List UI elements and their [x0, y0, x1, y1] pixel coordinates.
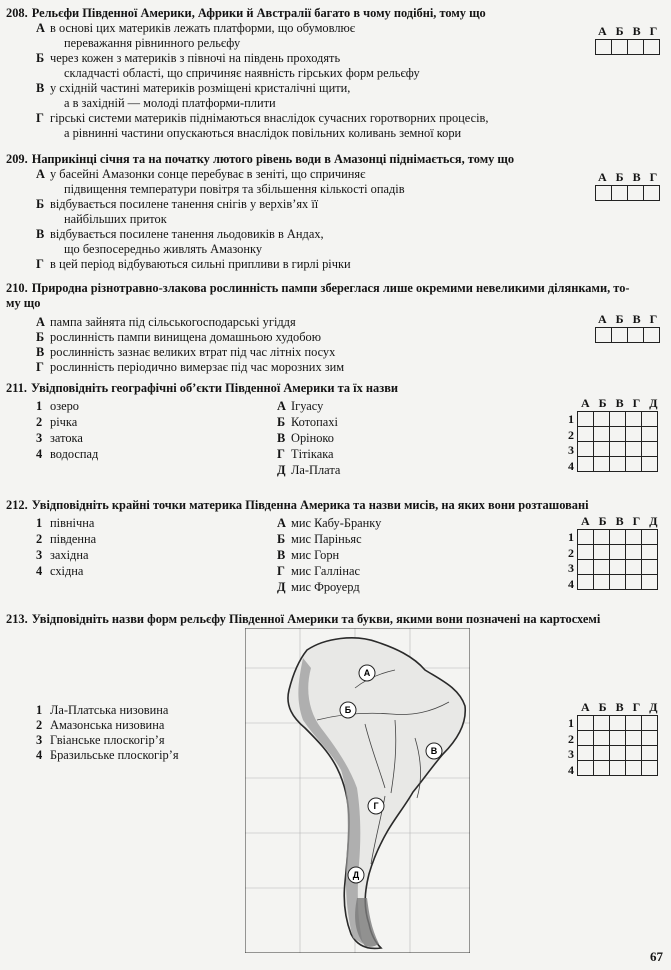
option-1: [6, 315, 663, 330]
answer-cell[interactable]: [594, 442, 610, 457]
answer-grid-row: [578, 560, 658, 575]
item-number: 1: [36, 703, 43, 717]
answer-grid-row: [578, 412, 658, 427]
answer-cell[interactable]: [578, 457, 594, 472]
answer-cell[interactable]: [610, 530, 626, 545]
item-text: мис Кабу-Бранку: [291, 516, 382, 530]
option-text: рослинність періодично вимерзає під час морозних зим: [50, 360, 345, 374]
answer-cell[interactable]: [578, 731, 594, 746]
answer-cell[interactable]: [578, 575, 594, 590]
answer-header-213: А Б В Г Д: [581, 700, 661, 714]
option-2: [6, 197, 663, 227]
answer-cell[interactable]: [626, 761, 642, 776]
right-item: [277, 516, 381, 532]
item-text: мис Горн: [291, 548, 340, 562]
answer-grid-row: [578, 457, 658, 472]
item-letter: В: [277, 431, 286, 445]
question-209-stem: 209. Наприкінці січня та на початку лютого рівень води в Амазонці піднімається, тому що: [6, 152, 515, 166]
left-item: [36, 748, 179, 763]
answer-cell[interactable]: [642, 427, 658, 442]
item-letter: В: [277, 548, 286, 562]
answer-cell[interactable]: [642, 530, 658, 545]
answer-row-label: 1: [568, 412, 574, 426]
item-text: Бразильське плоскогір’я: [50, 748, 179, 762]
answer-cell[interactable]: [594, 731, 610, 746]
map-label-b: Б: [344, 705, 352, 715]
option-text: відбувається посилене танення льодовиків в Андах,: [50, 227, 324, 241]
answer-cell[interactable]: [610, 442, 626, 457]
left-item: [36, 718, 179, 733]
option-letter: Б: [36, 197, 45, 211]
item-letter: А: [277, 516, 286, 530]
answer-cell[interactable]: [642, 761, 658, 776]
answer-cell[interactable]: [578, 442, 594, 457]
option-letter: В: [36, 345, 45, 359]
answer-cell[interactable]: [578, 560, 594, 575]
answer-cell[interactable]: [578, 716, 594, 731]
right-item: [277, 463, 340, 479]
answer-grid-row: [578, 731, 658, 746]
answer-cell[interactable]: [610, 716, 626, 731]
question-212-left-list: [36, 516, 96, 580]
option-text: пампа зайнята під сільськогосподарські угіддя: [50, 315, 296, 329]
right-item: [277, 399, 340, 415]
answer-cell[interactable]: [594, 545, 610, 560]
item-number: 4: [36, 564, 43, 578]
answer-cell[interactable]: [610, 545, 626, 560]
answer-cell[interactable]: [642, 560, 658, 575]
item-number: 2: [36, 415, 43, 429]
answer-cell[interactable]: [642, 545, 658, 560]
option-text: у басейні Амазонки сонце перебуває в зеніті, що спричиняє: [50, 167, 366, 181]
option-3: [6, 81, 663, 111]
item-text: мис Паріньяс: [291, 532, 362, 546]
question-210-options: [6, 315, 663, 375]
option-letter: В: [36, 227, 45, 241]
item-text: озеро: [50, 399, 79, 413]
answer-cell[interactable]: [594, 457, 610, 472]
item-text: Ігуасу: [291, 399, 324, 413]
question-208-stem: 208. Рельєфи Південної Америки, Африки й Австралії багато в чому подібні, тому що: [6, 6, 486, 20]
option-text: у східній частині материків розміщені кристалічні щити,: [50, 81, 351, 95]
question-213-stem: 213. Увідповідніть назви форм рельєфу Південної Америки та букви, якими вони позначені на картосхемі: [6, 612, 601, 626]
left-item: [36, 532, 96, 548]
option-letter: Б: [36, 330, 45, 344]
answer-row-label: 2: [568, 545, 574, 560]
answer-cell[interactable]: [578, 427, 594, 442]
option-text: рослинність зазнає великих втрат під час літніх посух: [50, 345, 336, 359]
item-letter: Г: [277, 447, 285, 461]
option-text-continued: а в західній — молоді платформи-плити: [64, 96, 276, 110]
answer-cell[interactable]: [594, 412, 610, 427]
left-item: [36, 431, 98, 447]
answer-cell[interactable]: [626, 442, 642, 457]
option-1: [6, 21, 663, 51]
answer-cell[interactable]: [594, 746, 610, 761]
south-america-map-svg: [245, 628, 470, 953]
answer-row-label: 1: [568, 716, 574, 730]
answer-cell[interactable]: [626, 412, 642, 427]
right-item: [277, 580, 381, 596]
option-text: в основі цих материків лежать платформи, що обумовлює: [50, 21, 356, 35]
answer-cell[interactable]: [578, 412, 594, 427]
item-number: 2: [36, 718, 43, 732]
answer-cell[interactable]: [610, 746, 626, 761]
answer-grid-row: [578, 575, 658, 590]
option-text-continued: переважання рівнинного рельєфу: [64, 36, 241, 50]
item-text: Ла-Платська низовина: [50, 703, 169, 717]
answer-grid-209[interactable]: [595, 185, 660, 201]
option-2: [6, 51, 663, 81]
option-text-continued: найбільших приток: [64, 212, 167, 226]
answer-cell[interactable]: [610, 761, 626, 776]
answer-cell[interactable]: [642, 731, 658, 746]
map-label-h: Г: [373, 801, 379, 811]
answer-cell[interactable]: [626, 731, 642, 746]
answer-cell[interactable]: [626, 716, 642, 731]
item-number: 1: [36, 399, 43, 413]
answer-cell[interactable]: [610, 731, 626, 746]
page-number: 67: [650, 949, 663, 964]
answer-cell[interactable]: [626, 545, 642, 560]
option-letter: Г: [36, 360, 44, 374]
answer-grid-213[interactable]: [577, 715, 658, 776]
right-item: [277, 564, 381, 580]
option-text: відбувається посилене танення снігів у верхів’ях її: [50, 197, 319, 211]
answer-row-label: 3: [568, 443, 574, 458]
answer-grid-row: [578, 716, 658, 731]
answer-cell[interactable]: [626, 560, 642, 575]
question-210-stem: 210. Природна різнотравно-злакова рослинність пампи збереглася лише окремими невеликими ділянками, то- му що: [6, 281, 630, 310]
item-text: Тітікака: [291, 447, 334, 461]
answer-cell[interactable]: [610, 575, 626, 590]
left-item: [36, 703, 179, 718]
item-text: Котопахі: [291, 415, 338, 429]
option-letter: Г: [36, 257, 44, 271]
answer-cell[interactable]: [610, 412, 626, 427]
option-text-continued: складчасті області, що спричиняє наявність гірських форм рельєфу: [64, 66, 420, 80]
answer-cell[interactable]: [578, 545, 594, 560]
item-number: 2: [36, 532, 43, 546]
answer-grid-212[interactable]: [577, 529, 658, 590]
left-item: [36, 399, 98, 415]
item-letter: Д: [277, 463, 286, 477]
right-item: [277, 548, 381, 564]
answer-cell[interactable]: [642, 575, 658, 590]
answer-row-label: 4: [568, 576, 574, 591]
answer-cell[interactable]: [610, 560, 626, 575]
option-text: гірські системи материків піднімаються внаслідок сучасних горотворних процесів,: [50, 111, 489, 125]
option-letter: А: [36, 167, 45, 181]
answer-grid-row: [578, 761, 658, 776]
answer-cell[interactable]: [594, 575, 610, 590]
right-item: [277, 415, 340, 431]
answer-row-label: 1: [568, 530, 574, 544]
answer-row-label: 4: [568, 762, 574, 777]
south-america-map: [245, 628, 470, 953]
option-4: [6, 360, 663, 375]
answer-header-208: А Б В Г: [598, 24, 661, 38]
answer-cell[interactable]: [642, 457, 658, 472]
item-text: мис Галлінас: [291, 564, 360, 578]
question-212-right-list: [277, 516, 381, 596]
item-text: південна: [50, 532, 97, 546]
left-item: [36, 516, 96, 532]
continent-outline: [288, 638, 465, 949]
answer-grid-row: [578, 427, 658, 442]
map-label-d: Д: [352, 870, 360, 880]
option-3: [6, 227, 663, 257]
question-209-options: [6, 167, 663, 272]
option-1: [6, 167, 663, 197]
option-letter: Б: [36, 51, 45, 65]
question-208-options: [6, 21, 663, 141]
map-label-a: А: [363, 668, 371, 678]
item-text: північна: [50, 516, 95, 530]
answer-grid-211[interactable]: [577, 411, 658, 472]
answer-header-212: А Б В Г Д: [581, 514, 661, 528]
answer-grid-208[interactable]: [595, 39, 660, 55]
answer-cell[interactable]: [626, 427, 642, 442]
answer-cell[interactable]: [594, 761, 610, 776]
item-number: 3: [36, 733, 43, 747]
item-text: річка: [50, 415, 78, 429]
answer-cell[interactable]: [610, 457, 626, 472]
right-item: [277, 532, 381, 548]
answer-grid-row: [578, 746, 658, 761]
answer-row-label: 4: [568, 458, 574, 473]
item-text: східна: [50, 564, 84, 578]
option-letter: А: [36, 315, 45, 329]
option-3: [6, 345, 663, 360]
answer-cell[interactable]: [626, 746, 642, 761]
item-text: Ла-Плата: [291, 463, 341, 477]
item-number: 1: [36, 516, 43, 530]
option-text-continued: підвищення температури повітря та збільшення кількості опадів: [64, 182, 405, 196]
item-text: західна: [50, 548, 89, 562]
question-212-stem: 212. Увідповідніть крайні точки материка Південна Америка та назви мисів, на яких вони розташовані: [6, 498, 589, 512]
answer-cell[interactable]: [594, 530, 610, 545]
item-text: Амазонська низовина: [50, 718, 165, 732]
map-label-v: В: [430, 746, 438, 756]
answer-row-label: 3: [568, 561, 574, 576]
question-213-left-list: [36, 703, 179, 763]
answer-cell[interactable]: [626, 530, 642, 545]
option-4: [6, 257, 663, 272]
item-number: 3: [36, 431, 43, 445]
item-letter: Б: [277, 415, 286, 429]
answer-cell[interactable]: [610, 427, 626, 442]
answer-grid-row: [578, 545, 658, 560]
answer-cell[interactable]: [578, 530, 594, 545]
item-letter: Б: [277, 532, 286, 546]
item-text: водоспад: [50, 447, 99, 461]
option-letter: А: [36, 21, 45, 35]
question-211-stem: 211. Увідповідніть географічні об’єкти Південної Америки та їх назви: [6, 381, 399, 395]
question-211-right-list: [277, 399, 340, 479]
question-211-left-list: [36, 399, 98, 463]
answer-cell[interactable]: [642, 412, 658, 427]
option-letter: Г: [36, 111, 44, 125]
answer-cell[interactable]: [642, 716, 658, 731]
item-text: Оріноко: [291, 431, 334, 445]
item-text: мис Фроуерд: [291, 580, 360, 594]
option-text: через кожен з материків з півночі на південь проходять: [50, 51, 341, 65]
item-number: 3: [36, 548, 43, 562]
answer-cell[interactable]: [594, 560, 610, 575]
option-text: рослинність пампи винищена домашньою худобою: [50, 330, 322, 344]
answer-header-210: А Б В Г: [598, 312, 661, 326]
option-4: [6, 111, 663, 141]
item-text: Гвіанське плоскогір’я: [50, 733, 165, 747]
answer-row-label: 2: [568, 427, 574, 442]
right-item: [277, 447, 340, 463]
answer-grid-row: [578, 442, 658, 457]
answer-cell[interactable]: [578, 746, 594, 761]
item-letter: Г: [277, 564, 285, 578]
left-item: [36, 447, 98, 463]
left-item: [36, 548, 96, 564]
option-2: [6, 330, 663, 345]
answer-cell[interactable]: [578, 761, 594, 776]
item-text: затока: [50, 431, 83, 445]
item-number: 4: [36, 748, 43, 762]
answer-header-211: А Б В Г Д: [581, 396, 661, 410]
item-letter: Д: [277, 580, 286, 594]
question-210: [6, 281, 663, 375]
answer-row-label: 2: [568, 731, 574, 746]
answer-cell[interactable]: [642, 442, 658, 457]
answer-header-209: А Б В Г: [598, 170, 661, 184]
question-208: [6, 6, 663, 141]
left-item: [36, 564, 96, 580]
answer-cell[interactable]: [626, 575, 642, 590]
item-number: 4: [36, 447, 43, 461]
left-item: [36, 733, 179, 748]
right-item: [277, 431, 340, 447]
option-letter: В: [36, 81, 45, 95]
answer-grid-210[interactable]: [595, 327, 660, 343]
left-item: [36, 415, 98, 431]
item-letter: А: [277, 399, 286, 413]
answer-cell[interactable]: [594, 427, 610, 442]
option-text-continued: а рівнинні частини опускаються внаслідок повільних коливань земної кори: [64, 126, 462, 140]
answer-grid-row: [578, 530, 658, 545]
question-209: [6, 152, 663, 272]
answer-cell[interactable]: [594, 716, 610, 731]
option-text-continued: що безпосередньо живлять Амазонку: [64, 242, 263, 256]
option-text: в цей період відбуваються сильні припливи в гирлі річки: [50, 257, 351, 271]
answer-cell[interactable]: [626, 457, 642, 472]
answer-row-label: 3: [568, 747, 574, 762]
answer-cell[interactable]: [642, 746, 658, 761]
